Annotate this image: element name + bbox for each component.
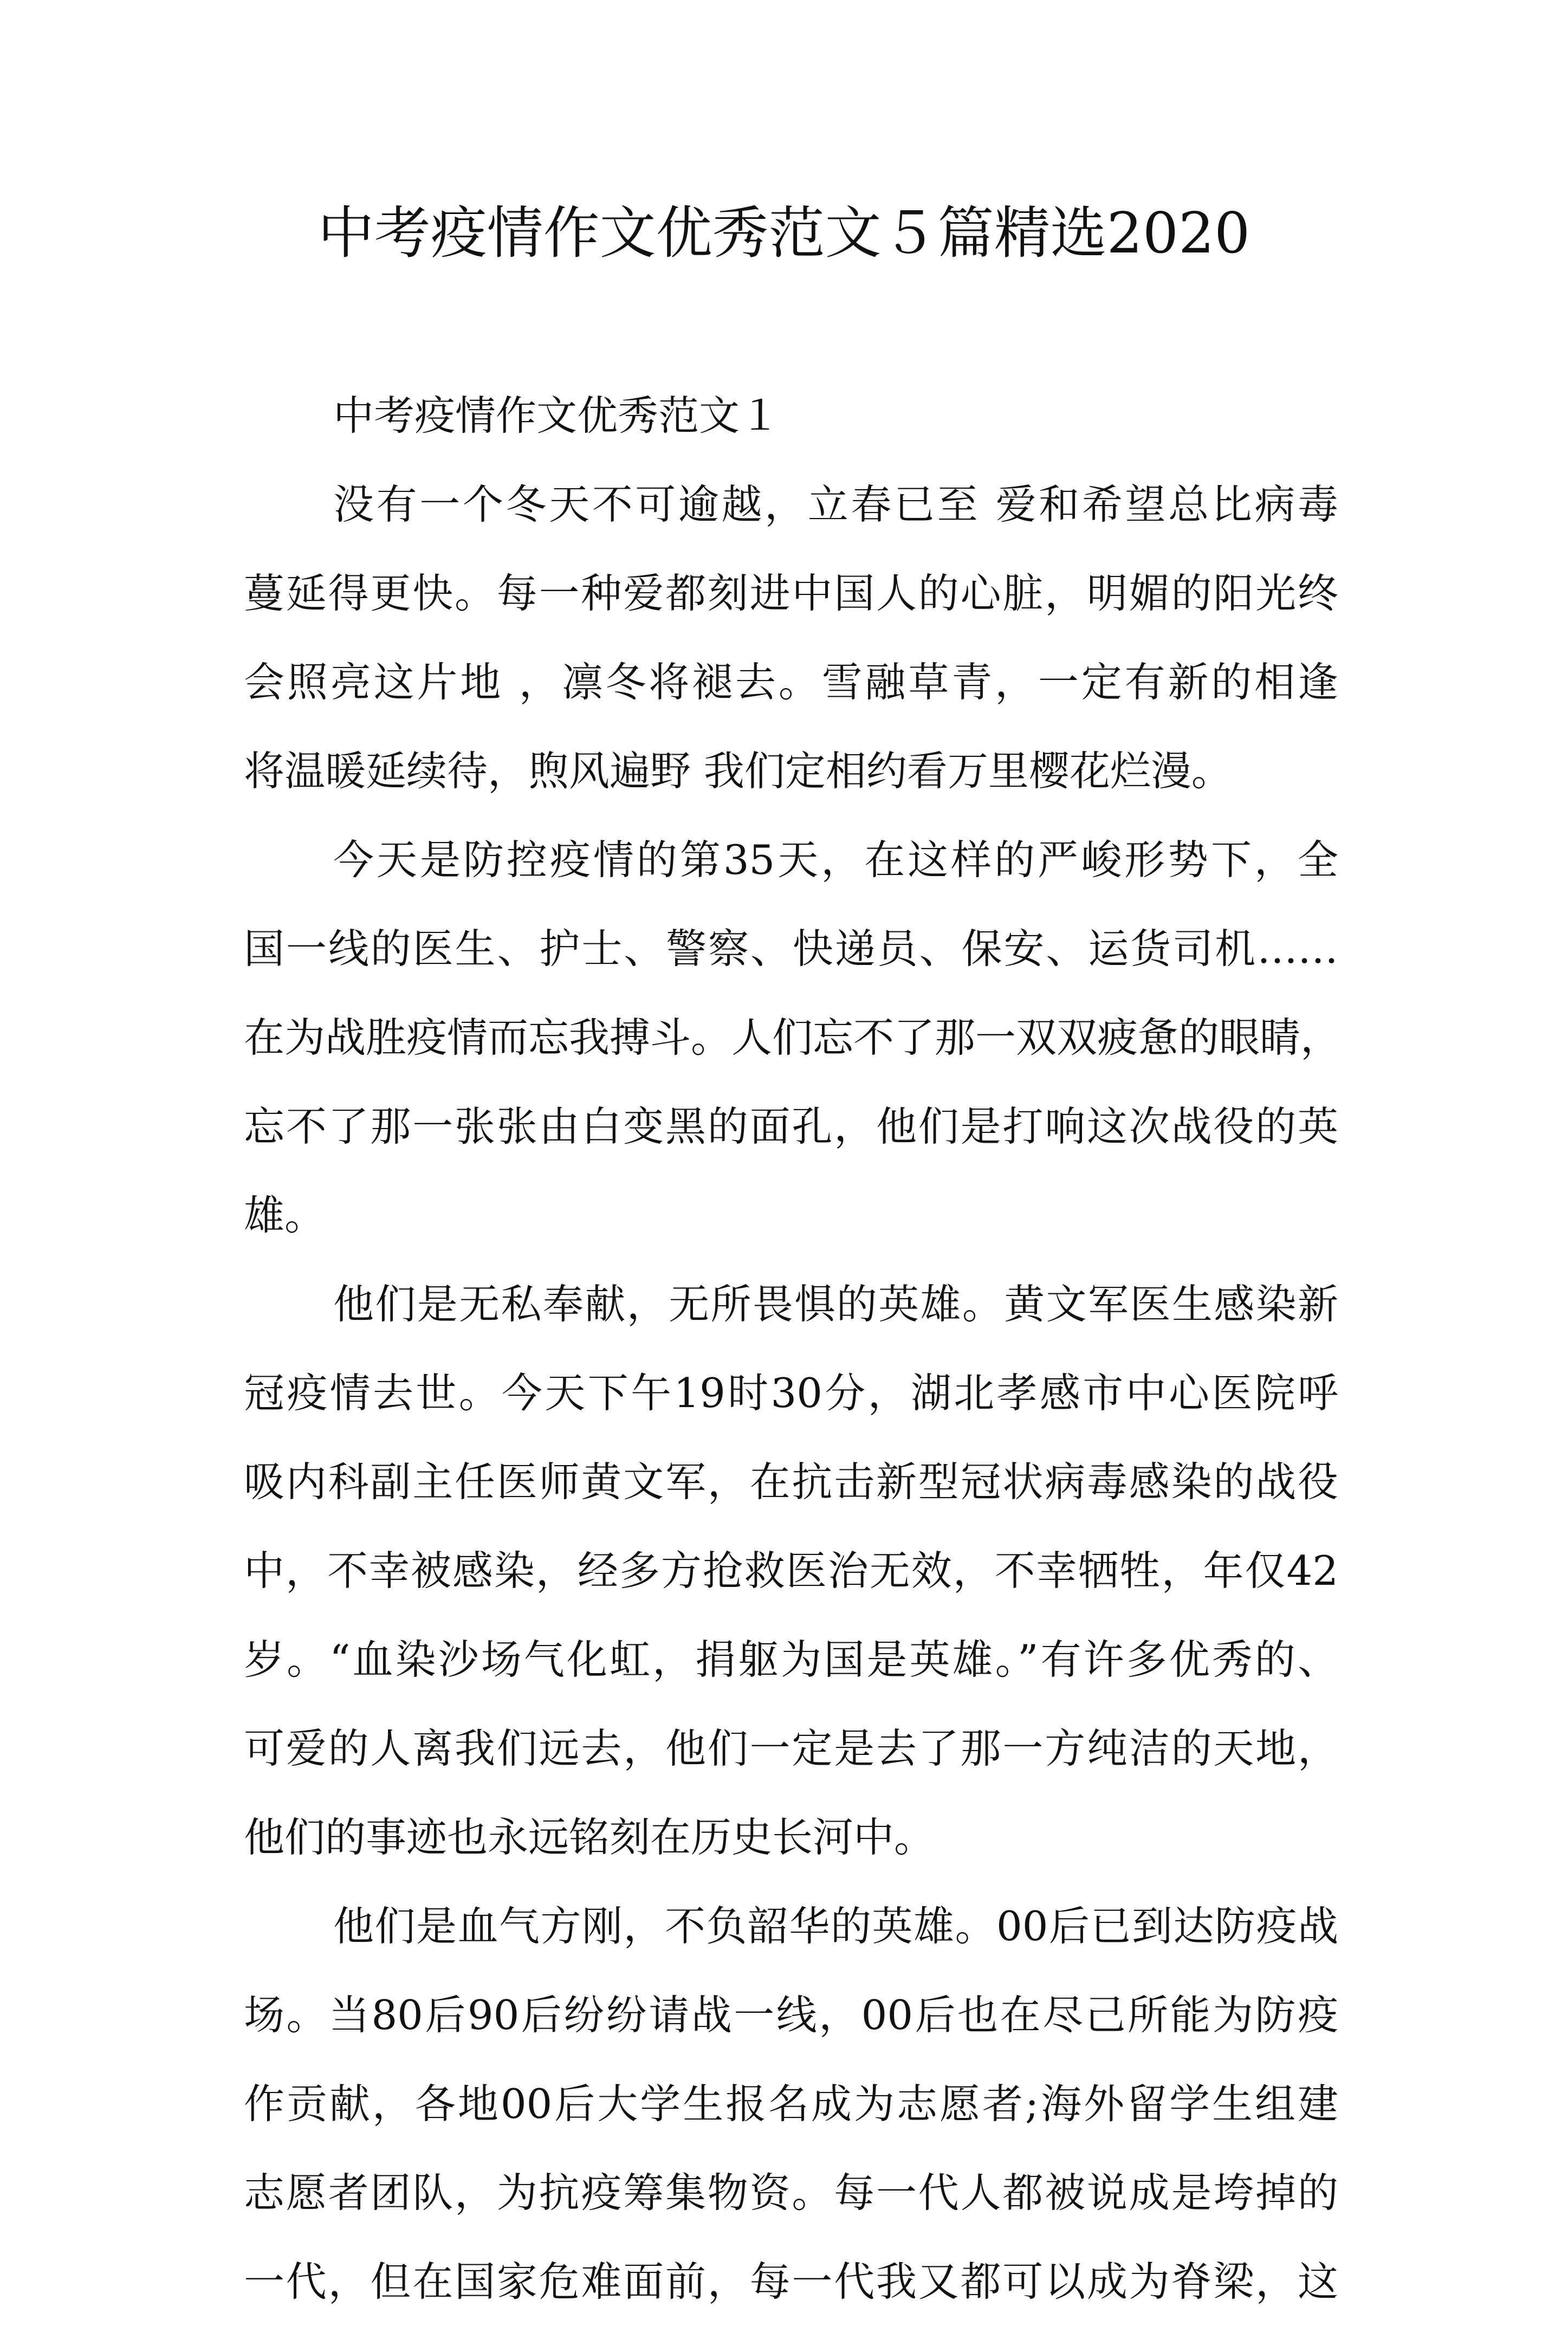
document-title: 中考疫情作文优秀范文５篇精选2020 bbox=[318, 200, 1250, 266]
document-body bbox=[244, 371, 1342, 2326]
paragraph-line: 他们是无私奉献，无所畏惧的英雄。黄文军医生感染新 bbox=[333, 1280, 1338, 1328]
paragraph-line: 一代，但在国家危难面前，每一代我又都可以成为脊梁，这 bbox=[244, 2258, 1338, 2305]
paragraph-line: 岁。“血染沙场气化虹，捐躯为国是英雄。”有许多优秀的、 bbox=[244, 1636, 1338, 1683]
paragraph-line: 志愿者团队，为抗疫筹集物资。每一代人都被说成是垮掉的 bbox=[244, 2169, 1338, 2217]
paragraph-line: 中，不幸被感染，经多方抢救医治无效，不幸牺牲，年仅42 bbox=[244, 1547, 1338, 1595]
paragraph-line: 作贡献，各地00后大学生报名成为志愿者;海外留学生组建 bbox=[244, 2080, 1338, 2128]
paragraph-line: 他们是血气方刚，不负韶华的英雄。00后已到达防疫战 bbox=[333, 1902, 1338, 1950]
paragraph-line: 在为战胜疫情而忘我搏斗。人们忘不了那一双双疲惫的眼睛， bbox=[244, 1014, 1342, 1061]
paragraph-line: 蔓延得更快。每一种爱都刻进中国人的心脏，明媚的阳光终 bbox=[244, 569, 1338, 617]
section-heading: 中考疫情作文优秀范文１ bbox=[333, 392, 781, 439]
paragraph-line: 将温暖延续待，煦风遍野 我们定相约看万里樱花烂漫。 bbox=[244, 747, 1232, 795]
paragraph-line: 国一线的医生、护士、警察、快递员、保安、运货司机…… bbox=[244, 925, 1338, 973]
paragraph-line: 冠疫情去世。今天下午19时30分，湖北孝感市中心医院呼 bbox=[244, 1369, 1338, 1417]
paragraph-line: 雄。 bbox=[244, 1191, 326, 1239]
paragraph-line: 忘不了那一张张由白变黑的面孔，他们是打响这次战役的英 bbox=[244, 1103, 1338, 1150]
paragraph-line: 吸内科副主任医师黄文军，在抗击新型冠状病毒感染的战役 bbox=[244, 1458, 1338, 1506]
paragraph-line: 会照亮这片地 ，凛冬将褪去。雪融草青，一定有新的相逢 bbox=[244, 658, 1338, 706]
paragraph-line: 可爱的人离我们远去，他们一定是去了那一方纯洁的天地， bbox=[244, 1725, 1338, 1772]
paragraph-line: 没有一个冬天不可逾越，立春已至 爱和希望总比病毒 bbox=[333, 481, 1338, 528]
paragraph-line: 今天是防控疫情的第35天，在这样的严峻形势下，全 bbox=[333, 836, 1338, 884]
paragraph-line: 场。当80后90后纷纷请战一线，00后也在尽己所能为防疫 bbox=[244, 1991, 1338, 2039]
paragraph-line: 他们的事迹也永远铭刻在历史长河中。 bbox=[244, 1813, 935, 1861]
